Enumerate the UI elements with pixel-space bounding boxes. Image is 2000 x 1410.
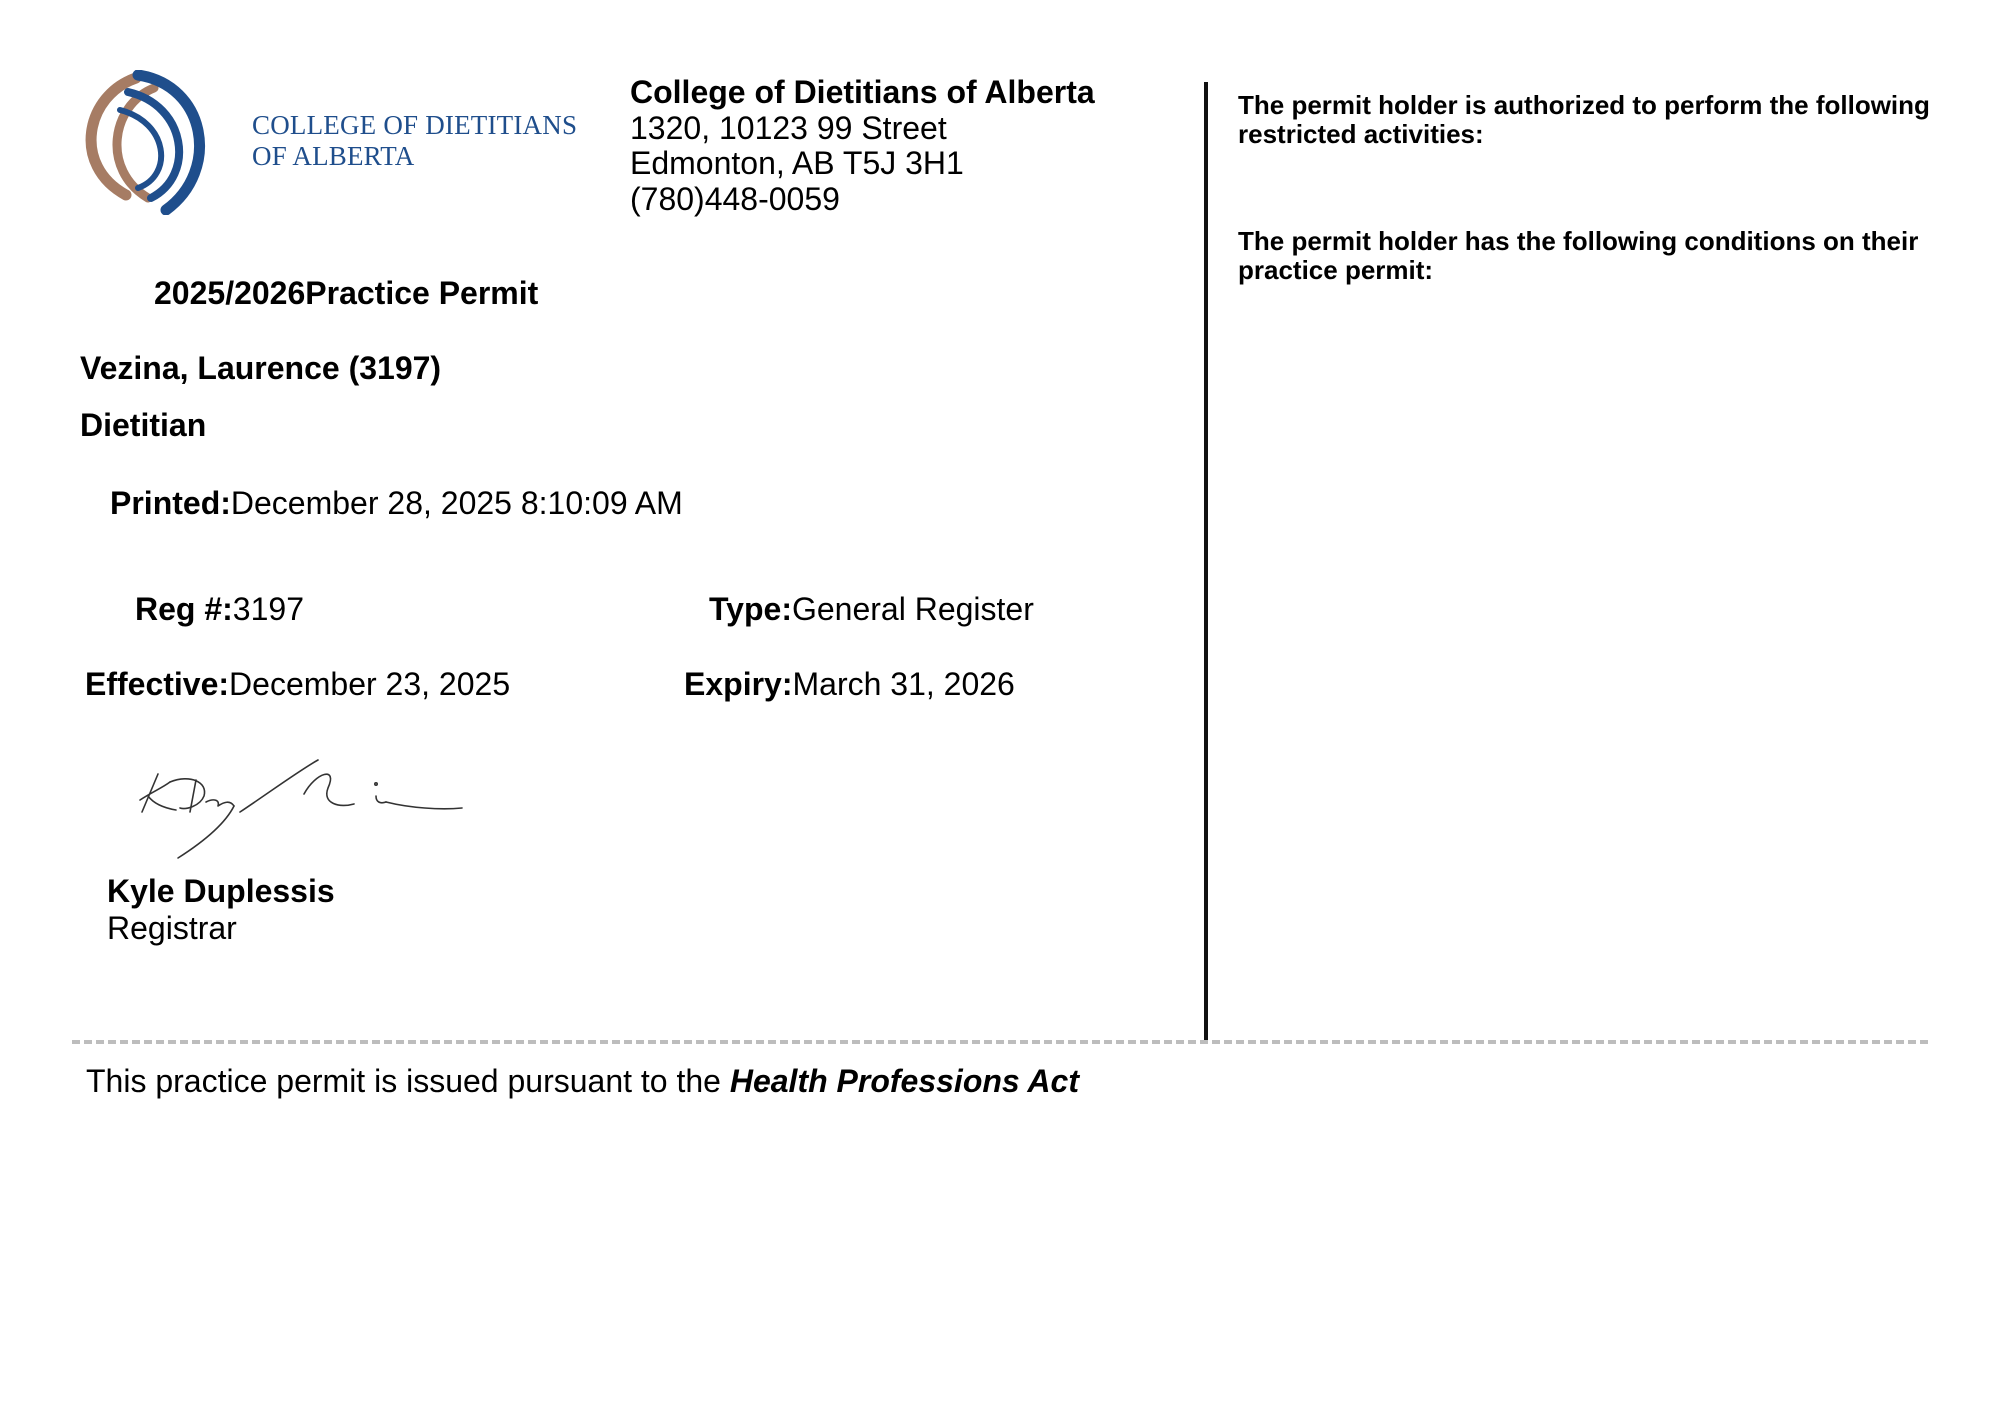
college-logo	[76, 70, 226, 215]
type-field	[709, 591, 1034, 628]
permit-conditions-heading: The permit holder has the following conditions on their practice permit:	[1238, 226, 1919, 285]
expiry-field	[684, 666, 1015, 703]
reg-number-value: 3197	[232, 591, 304, 627]
registrar-name: Kyle Duplessis	[107, 873, 335, 909]
vertical-divider	[1204, 82, 1208, 1044]
registrar-title: Registrar	[107, 910, 237, 946]
reg-number-label: Reg #:	[135, 591, 233, 627]
college-address-line-1: 1320, 10123 99 Street	[630, 110, 947, 146]
printed-label: Printed:	[110, 485, 231, 521]
dashed-divider	[72, 1040, 1928, 1044]
type-label: Type:	[709, 591, 792, 627]
permit-title: 2025/2026Practice Permit	[154, 275, 539, 311]
logo-line-2: OF ALBERTA	[252, 141, 415, 171]
logo-arc-blue-2	[128, 92, 179, 198]
type-value: General Register	[791, 591, 1034, 627]
effective-value: December 23, 2025	[229, 666, 511, 702]
effective-field	[85, 666, 510, 703]
footer-text: This practice permit is issued pursuant to the	[86, 1063, 730, 1099]
restricted-activities-heading: The permit holder is authorized to perform the following restricted activities:	[1238, 90, 1930, 149]
logo-line-1: COLLEGE OF DIETITIANS	[252, 110, 578, 140]
permit-holder-name: Vezina, Laurence (3197)	[80, 350, 442, 386]
permit-profession: Dietitian	[80, 407, 207, 443]
reg-number-field	[135, 591, 304, 628]
footer-statement	[86, 1063, 1079, 1100]
college-address-line-2: Edmonton, AB T5J 3H1	[630, 145, 964, 181]
printed-value: December 28, 2025 8:10:09 AM	[230, 485, 683, 521]
college-phone: (780)448-0059	[630, 181, 840, 217]
footer-act-name: Health Professions Act	[729, 1063, 1079, 1099]
registrar-signature	[130, 752, 470, 862]
effective-label: Effective:	[85, 666, 230, 702]
logo-wordmark	[252, 110, 577, 172]
expiry-label: Expiry:	[684, 666, 793, 702]
expiry-value: March 31, 2026	[792, 666, 1015, 702]
printed-field	[110, 485, 683, 522]
college-name: College of Dietitians of Alberta	[630, 74, 1095, 110]
